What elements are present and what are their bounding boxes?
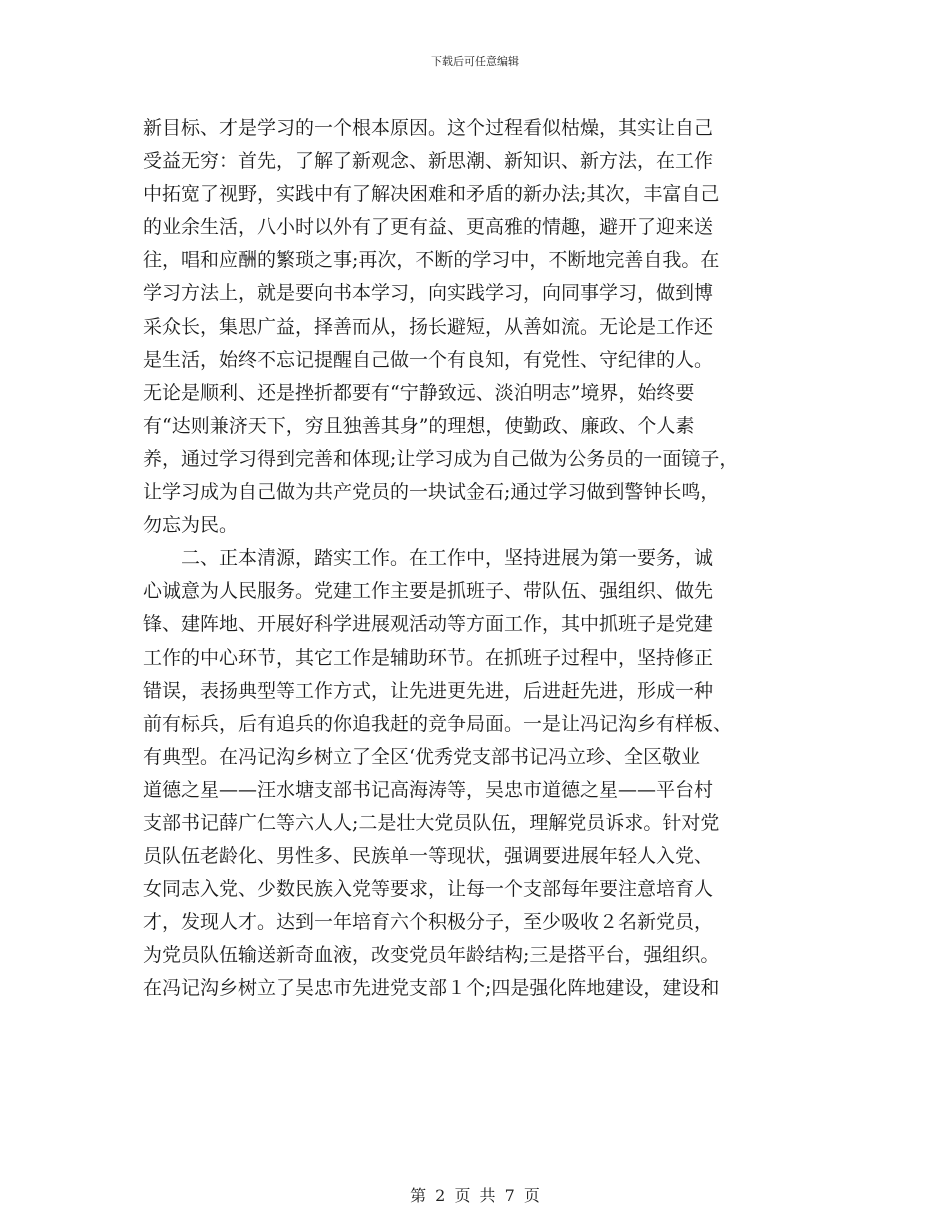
paragraph-start-line: 二、正本清源，踏实工作。在工作中，坚持进展为第一要务，诚 (181, 547, 714, 570)
text-line: 无论是顺利、还是挫折都要有“宁静致远、淡泊明志”境界，始终要 (143, 381, 695, 404)
text-line: 员队伍老龄化、男性多、民族单一等现状，强调要进展年轻人入党、 (143, 845, 714, 868)
text-line: 养，通过学习得到完善和体现;让学习成为自己做为公务员的一面镜子， (143, 447, 739, 470)
document-body (143, 112, 813, 1006)
text-line: 道德之星——汪水塘支部书记高海涛等，吴忠市道德之星——平台村 (143, 778, 714, 801)
text-line: 错误，表扬典型等工作方式，让先进更先进，后进赶先进，形成一种 (143, 679, 714, 702)
text-line: 为党员队伍输送新奇血液，改变党员年龄结构;三是搭平台，强组织。 (143, 944, 720, 967)
text-line: 支部书记薛广仁等六人人;二是壮大党员队伍，理解党员诉求。针对党 (143, 811, 720, 834)
text-line: 有“达则兼济天下，穷且独善其身”的理想，使勤政、廉政、个人素 (143, 414, 695, 437)
text-line: 女同志入党、少数民族入党等要求，让每一个支部每年要注意培育人 (143, 878, 714, 901)
text-line: 新目标、才是学习的一个根本原因。这个过程看似枯燥，其实让自己 (143, 117, 714, 139)
text-line: 在冯记沟乡树立了吴忠市先进党支部１个;四是强化阵地建设，建设和 (143, 977, 720, 1000)
text-line: 工作的中心环节，其它工作是辅助环节。在抓班子过程中，坚持修正 (143, 646, 714, 669)
text-line: 学习方法上，就是要向书本学习，向实践学习，向同事学习，做到博 (143, 282, 714, 305)
text-line: 有典型。在冯记沟乡树立了全区‘优秀党支部书记冯立珍、全区敬业 (143, 745, 701, 768)
text-line: 往，唱和应酬的繁琐之事;再次，不断的学习中，不断地完善自我。在 (143, 249, 720, 272)
text-line: 才，发现人才。达到一年培育六个积极分子，至少吸收２名新党员， (143, 911, 714, 934)
text-line: 受益无穷：首先，了解了新观念、新思潮、新知识、新方法，在工作 (143, 150, 714, 173)
text-line: 的业余生活，八小时以外有了更有益、更高雅的情趣，避开了迎来送 (143, 216, 714, 239)
text-line: 前有标兵，后有追兵的你追我赶的竞争局面。一是让冯记沟乡有样板、 (143, 712, 733, 735)
text-line: 锋、建阵地、开展好科学进展观活动等方面工作，其中抓班子是党建 (143, 613, 714, 636)
text-line: 中拓宽了视野，实践中有了解决困难和矛盾的新办法;其次，丰富自己 (143, 183, 720, 206)
text-line: 勿忘为民。 (143, 514, 239, 537)
text-line: 让学习成为自己做为共产党员的一块试金石;通过学习做到警钟长鸣， (143, 481, 720, 504)
page-header: 下载后可任意编辑 (431, 55, 519, 68)
text-line: 采众长，集思广益，择善而从，扬长避短，从善如流。无论是工作还 (143, 315, 714, 338)
text-line: 是生活，始终不忘记提醒自己做一个有良知，有党性、守纪律的人。 (143, 348, 714, 371)
page-number-footer: 第 2 页 共 7 页 (410, 1186, 540, 1205)
text-line: 心诚意为人民服务。党建工作主要是抓班子、带队伍、强组织、做先 (143, 580, 714, 603)
